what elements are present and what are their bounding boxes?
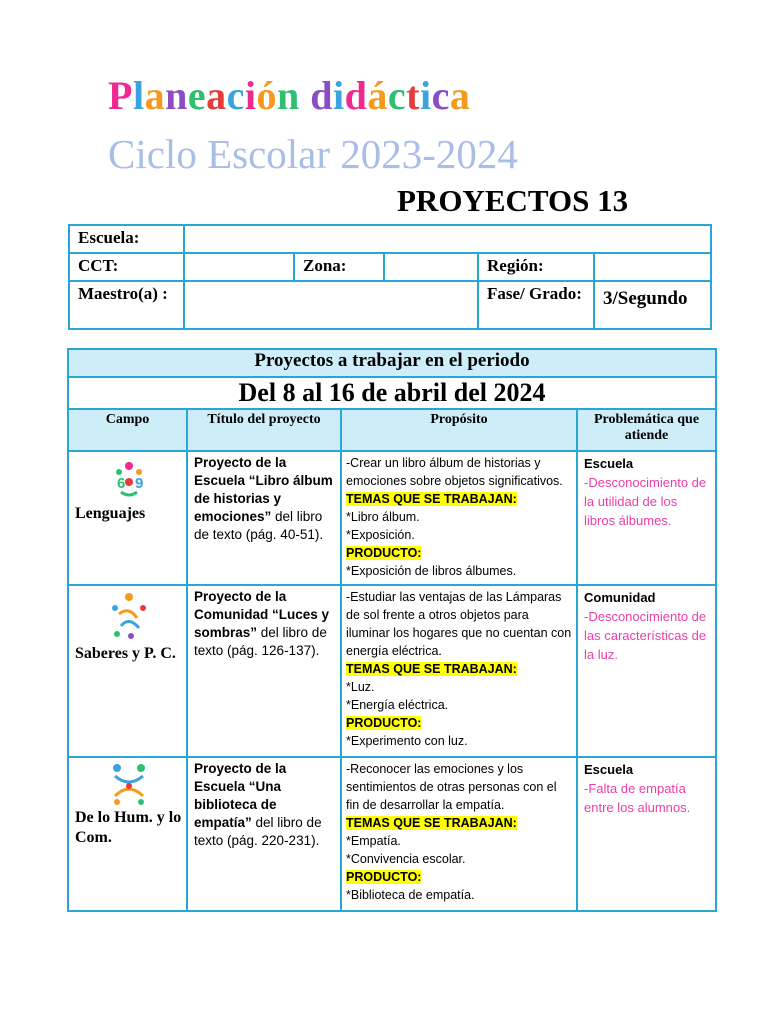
problematica-cell	[577, 451, 716, 585]
title-letter: ó	[256, 73, 277, 118]
tema-item: *Luz.	[346, 680, 375, 694]
tema-item: *Libro álbum.	[346, 510, 420, 524]
fase-value: 3/Segundo	[594, 281, 711, 329]
producto-label: PRODUCTO:	[346, 546, 422, 560]
region-label: Región:	[478, 253, 594, 281]
titulo-cell	[187, 451, 341, 585]
zona-value	[384, 253, 478, 281]
problematica-category: Escuela	[584, 456, 634, 471]
title-letter: i	[419, 73, 432, 118]
school-year-subtitle: Ciclo Escolar 2023-2024	[108, 131, 518, 177]
title-letter: i	[332, 73, 345, 118]
problematica-category: Comunidad	[584, 590, 656, 605]
temas-label: TEMAS QUE SE TRABAJAN:	[346, 662, 517, 676]
titulo-rest: del libro de texto (pág. 40-51).	[194, 509, 324, 542]
problematica-cell	[577, 585, 716, 757]
proposito-text: -Crear un libro álbum de historias y emociones sobre objetos significativos.	[346, 456, 563, 488]
escuela-value	[184, 225, 711, 253]
campo-name: Lenguajes	[75, 505, 146, 522]
col-problematica: Problemática que atiende	[577, 409, 716, 451]
problematica-description: -Desconocimiento de la utilidad de los libros álbumes.	[584, 475, 707, 528]
title-letter: a	[144, 73, 166, 118]
title-letter: c	[387, 73, 407, 118]
problematica-category: Escuela	[584, 762, 634, 777]
titulo-rest: del libro de texto (pág. 126-137).	[194, 625, 327, 658]
title-letter: n	[276, 73, 300, 118]
title-letter: d	[310, 73, 333, 118]
titulo-bold: Proyecto de la Escuela “Una biblioteca de empatía”	[194, 761, 287, 830]
temas-label: TEMAS QUE SE TRABAJAN:	[346, 492, 517, 506]
campo-cell	[68, 585, 187, 757]
titulo-bold: Proyecto de la Escuela “Libro álbum de historias y emociones”	[194, 455, 333, 524]
title-letter: i	[244, 73, 257, 118]
lenguajes-icon	[107, 460, 151, 500]
page-title	[108, 72, 470, 119]
titulo-bold: Proyecto de la Comunidad “Luces y sombras”	[194, 589, 330, 640]
temas-label: TEMAS QUE SE TRABAJAN:	[346, 816, 517, 830]
maestro-value	[184, 281, 478, 329]
title-letter: n	[165, 73, 188, 118]
tema-item: *Empatía.	[346, 834, 401, 848]
campo-name: Saberes y P. C.	[75, 645, 176, 662]
proposito-cell	[341, 757, 577, 911]
saberes-icon	[107, 592, 151, 640]
titulo-cell	[187, 757, 341, 911]
problematica-description: -Desconocimiento de las características de la luz.	[584, 609, 707, 662]
region-value	[594, 253, 711, 281]
title-letter: c	[226, 73, 245, 118]
tema-item: *Convivencia escolar.	[346, 852, 466, 866]
proposito-text: -Estudiar las ventajas de las Lámparas de sol frente a otros objetos para iluminar los hogares que no cuentan con energía eléctrica.	[346, 590, 572, 658]
projects-table	[67, 348, 717, 912]
title-letter: á	[367, 73, 388, 118]
producto-text: *Biblioteca de empatía.	[346, 888, 475, 902]
title-letter: t	[406, 73, 420, 118]
campo-cell	[68, 757, 187, 911]
title-letter: l	[132, 73, 145, 118]
campo-cell	[68, 451, 187, 585]
producto-label: PRODUCTO:	[346, 716, 422, 730]
problematica-description: -Falta de empatía entre los alumnos.	[584, 781, 691, 815]
svg-text:6: 6	[117, 475, 126, 492]
tema-item: *Energía eléctrica.	[346, 698, 449, 712]
producto-text: *Exposición de libros álbumes.	[346, 564, 517, 578]
title-letter: a	[449, 73, 471, 118]
producto-label: PRODUCTO:	[346, 870, 422, 884]
zona-label: Zona:	[294, 253, 384, 281]
title-letter: P	[108, 73, 133, 118]
problematica-cell	[577, 757, 716, 911]
proposito-cell	[341, 451, 577, 585]
campo-name: De lo Hum. y lo Com.	[75, 809, 182, 846]
cct-value	[184, 253, 294, 281]
proposito-text: -Reconocer las emociones y los sentimientos de otras personas con el fin de desarrollar la empatía.	[346, 762, 557, 812]
col-campo: Campo	[68, 409, 187, 451]
table-row	[68, 585, 716, 757]
school-info-table	[68, 224, 712, 330]
title-letter: e	[187, 73, 207, 118]
producto-text: *Experimento con luz.	[346, 734, 468, 748]
tema-item: *Exposición.	[346, 528, 415, 542]
cct-label: CCT:	[69, 253, 184, 281]
title-letter: d	[344, 73, 368, 118]
maestro-label: Maestro(a) :	[69, 281, 184, 329]
table-row	[68, 451, 716, 585]
proposito-cell	[341, 585, 577, 757]
titulo-cell	[187, 585, 341, 757]
projects-heading: PROYECTOS 13	[397, 183, 629, 218]
fase-label: Fase/ Grado:	[478, 281, 594, 329]
escuela-label: Escuela:	[69, 225, 184, 253]
table-row	[68, 757, 716, 911]
titulo-rest: del libro de texto (pág. 220-231).	[194, 815, 322, 848]
period-heading: Del 8 al 16 de abril del 2024	[68, 377, 716, 409]
humano-comunitario-icon	[107, 762, 151, 806]
title-letter: c	[431, 73, 450, 118]
title-letter	[300, 73, 311, 118]
col-proposito: Propósito	[341, 409, 577, 451]
title-letter: a	[206, 73, 227, 118]
col-titulo: Título del proyecto	[187, 409, 341, 451]
projects-table-heading: Proyectos a trabajar en el periodo	[68, 349, 716, 377]
svg-text:9: 9	[135, 475, 144, 492]
